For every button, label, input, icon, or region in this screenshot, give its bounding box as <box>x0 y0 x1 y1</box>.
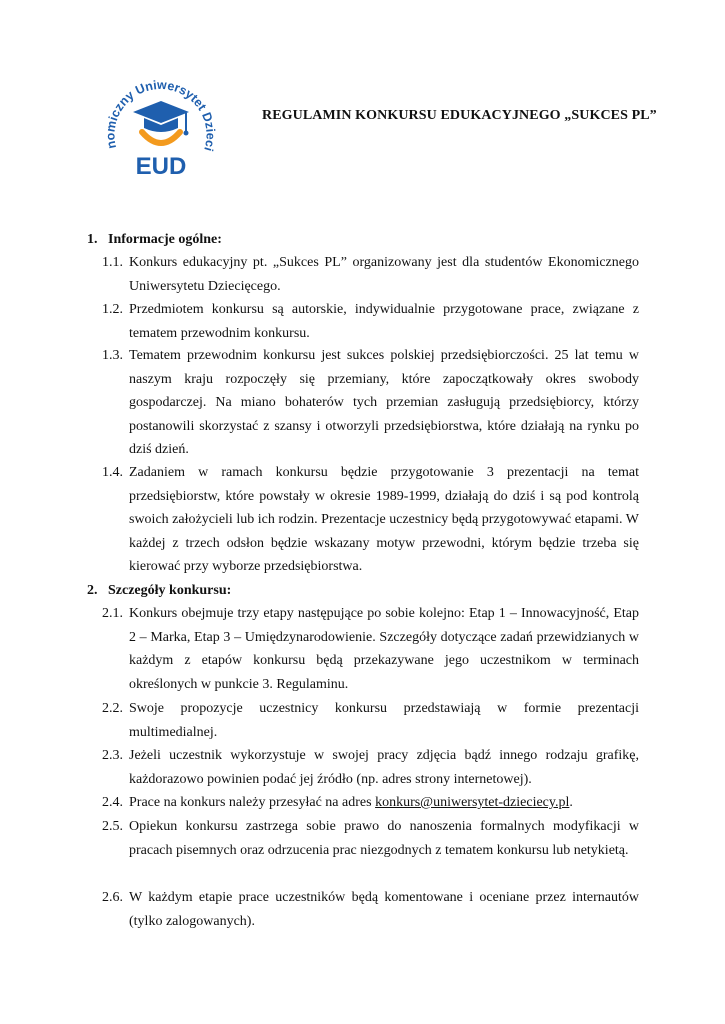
section-heading-1 <box>87 228 222 252</box>
logo-circle-text: nomiczny Uniwersytet Dzieci <box>103 77 218 153</box>
item-text: Zadaniem w ramach konkursu będzie przygotowanie 3 prezentacji na temat przedsiębiorstw, które powstały w okresie 1989-1999, działają do dziś i są pod kontrolą swoich założycieli lub ich rodzin. Prezentacje uczestnicy będą przygotowywać etapami. W każdej z trzech odsłon będzie wskazany motyw przewodni, którym będzie trzeba się kierować przy wyborze przedsiębiorstwa. <box>129 465 639 574</box>
item-number: 1.2. <box>102 302 123 317</box>
section-title: Informacje ogólne: <box>108 232 222 247</box>
item-text-before: Prace na konkurs należy przesyłać na adres <box>129 795 376 810</box>
item-text: Konkurs edukacyjny pt. „Sukces PL” organizowany jest dla studentów Ekonomicznego Uniwersytetu Dziecięcego. <box>129 255 639 294</box>
list-item-2-1 <box>102 602 639 696</box>
list-item-1-1 <box>102 251 639 298</box>
list-item-1-3 <box>102 344 639 462</box>
item-text: Konkurs obejmuje trzy etapy następujące po sobie kolejno: Etap 1 – Innowacyjność, Etap 2 – Marka, Etap 3 – Umiędzynarodowienie. Szczegóły dotyczące zadań przewidzianych w każdym z etapów konkursu będą przekazywane jego uczestnikom w terminach określonych w punkcie 3. Regulaminu. <box>129 606 639 692</box>
list-item-2-2 <box>102 697 639 744</box>
list-item-1-4 <box>102 461 639 579</box>
eud-logo <box>100 70 222 192</box>
item-number: 2.4. <box>102 795 123 810</box>
section-title: Szczegóły konkursu: <box>108 583 232 598</box>
mortarboard-icon <box>133 101 189 123</box>
item-number: 1.3. <box>102 348 123 363</box>
item-number: 2.6. <box>102 890 123 905</box>
item-text <box>129 791 639 815</box>
document-title: REGULAMIN KONKURSU EDUKACYJNEGO „SUKCES PL” <box>262 108 657 123</box>
email-link[interactable]: konkurs@uniwersytet-dzieciecy.pl <box>375 795 570 810</box>
item-number: 2.3. <box>102 748 123 763</box>
list-item-2-5 <box>102 815 639 862</box>
smile-icon <box>142 132 180 143</box>
item-text: Jeżeli uczestnik wykorzystuje w swojej pracy zdjęcia bądź innego rodzaju grafikę, każdorazowo powinien podać jej źródło (np. adres strony internetowej). <box>129 748 639 787</box>
item-text: Swoje propozycje uczestnicy konkursu przedstawiają w formie prezentacji multimedialnej. <box>129 701 639 740</box>
logo-abbr: EUD <box>135 153 187 180</box>
item-text: Tematem przewodnim konkursu jest sukces polskiej przedsiębiorczości. 25 lat temu w naszym kraju rozpoczęły się przemiany, które zapoczątkowały okres swobody gospodarczej. Na miano bohaterów tych przemian zasługują przedsiębiorcy, którzy postanowili skorzystać z szansy i otworzyli przedsiębiorstwa, które działają na rynku po dziś dzień. <box>129 348 639 457</box>
item-number: 1.4. <box>102 465 123 480</box>
section-heading-2 <box>87 579 231 603</box>
item-text: W każdym etapie prace uczestników będą komentowane i oceniane przez internautów (tylko zalogowanych). <box>129 890 639 929</box>
list-item-2-6 <box>102 886 639 933</box>
section-number: 1. <box>87 232 98 247</box>
list-item-2-3 <box>102 744 639 791</box>
item-number: 2.2. <box>102 701 123 716</box>
tassel-end <box>184 131 189 136</box>
item-number: 2.5. <box>102 819 123 834</box>
item-number: 1.1. <box>102 255 123 270</box>
item-number: 2.1. <box>102 606 123 621</box>
section-number: 2. <box>87 583 98 598</box>
list-item-2-4 <box>102 791 639 815</box>
item-text: Przedmiotem konkursu są autorskie, indywidualnie przygotowane prace, związane z tematem przewodnim konkursu. <box>129 302 639 341</box>
item-text-after: . <box>569 795 573 810</box>
eud-logo-graphic <box>100 70 222 192</box>
item-text: Opiekun konkursu zastrzega sobie prawo do nanoszenia formalnych modyfikacji w pracach pisemnych oraz odrzucenia prac niezgodnych z tematem konkursu lub netykietą. <box>129 819 639 858</box>
list-item-1-2 <box>102 298 639 345</box>
